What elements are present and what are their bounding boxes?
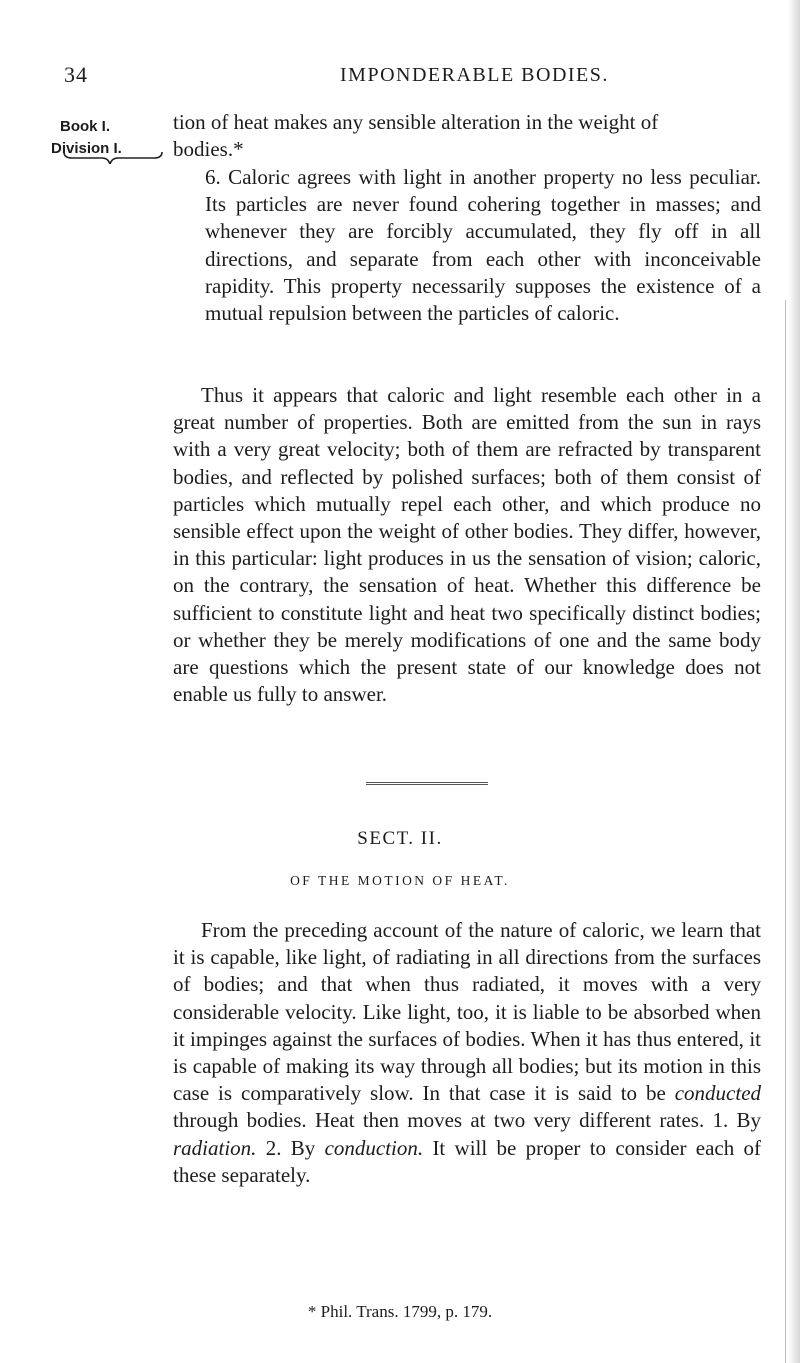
- motion-text-2: through bodies. Heat then moves at two very different rates. 1. By: [173, 1108, 761, 1133]
- motion-text-3: 2. By: [265, 1135, 316, 1160]
- paragraph-6-text: 6. Caloric agrees with light in another property no less peculiar. Its particles are never found cohering together in masses; and whenever they are forcibly accumulated, they fly off in all directions, and separate from each other with inconceivable rapidity. This property necessarily supposes the existence of a mutual repulsion between the particles of caloric.: [205, 165, 761, 326]
- term-conducted: conducted: [674, 1081, 762, 1106]
- margin-division-label: Division I.: [51, 140, 122, 157]
- running-title: IMPONDERABLE BODIES.: [340, 64, 609, 86]
- page-edge-line: [785, 300, 786, 1363]
- motion-text-4: It will be proper to consider each of these separately.: [173, 1135, 762, 1187]
- paragraph-motion-text: [173, 917, 761, 1189]
- term-radiation: radiation.: [173, 1135, 257, 1160]
- top-paragraph: [173, 109, 761, 163]
- continued-line-end: bodies.*: [173, 137, 244, 162]
- paragraph-6: [205, 164, 761, 327]
- footnote: * Phil. Trans. 1799, p. 179.: [307, 1302, 493, 1321]
- margin-book-label: Book I.: [60, 118, 111, 135]
- term-conduction: conduction.: [324, 1135, 424, 1160]
- page-number: 34: [64, 62, 88, 87]
- paragraph-thus: [173, 382, 761, 708]
- motion-text-1: From the preceding account of the nature of caloric, we learn that it is capable, like light, of radiating in all directions from the surfaces of bodies; and that when thus radiated, it moves with a very considerable velocity. Like light, too, it is liable to be absorbed when it impinges against the surfaces of bodies. When it has thus entered, it is capable of making its way through all bodies; but its motion in this case is comparatively slow. In that case it is said to be: [173, 918, 761, 1106]
- running-head: [0, 62, 800, 92]
- paragraph-thus-text: Thus it appears that caloric and light resemble each other in a great number of properties. Both are emitted from the sun in rays with a very great velocity; both of them are refracted by transparent bodies, and reflected by polished surfaces; both of them consist of particles which mutually repel each other, and which produce no sensible effect upon the weight of other bodies. They differ, however, in this particular: light produces in us the sensation of vision; caloric, on the contrary, the sensation of heat. Whether this difference be sufficient to constitute light and heat two specifically distinct bodies; or whether they be merely modifications of one and the same body are questions which the present state of our knowledge does not enable us fully to answer.: [173, 383, 761, 707]
- section-subheading: OF THE MOTION OF HEAT.: [290, 873, 510, 888]
- page-edge-shadow: [788, 0, 800, 1363]
- section-divider-rule: [366, 782, 488, 786]
- paragraph-motion: [173, 917, 761, 1189]
- section-heading: SECT. II.: [357, 828, 443, 849]
- continued-line: tion of heat makes any sensible alteration in the weight of: [173, 110, 659, 134]
- margin-brace-icon: [58, 134, 168, 164]
